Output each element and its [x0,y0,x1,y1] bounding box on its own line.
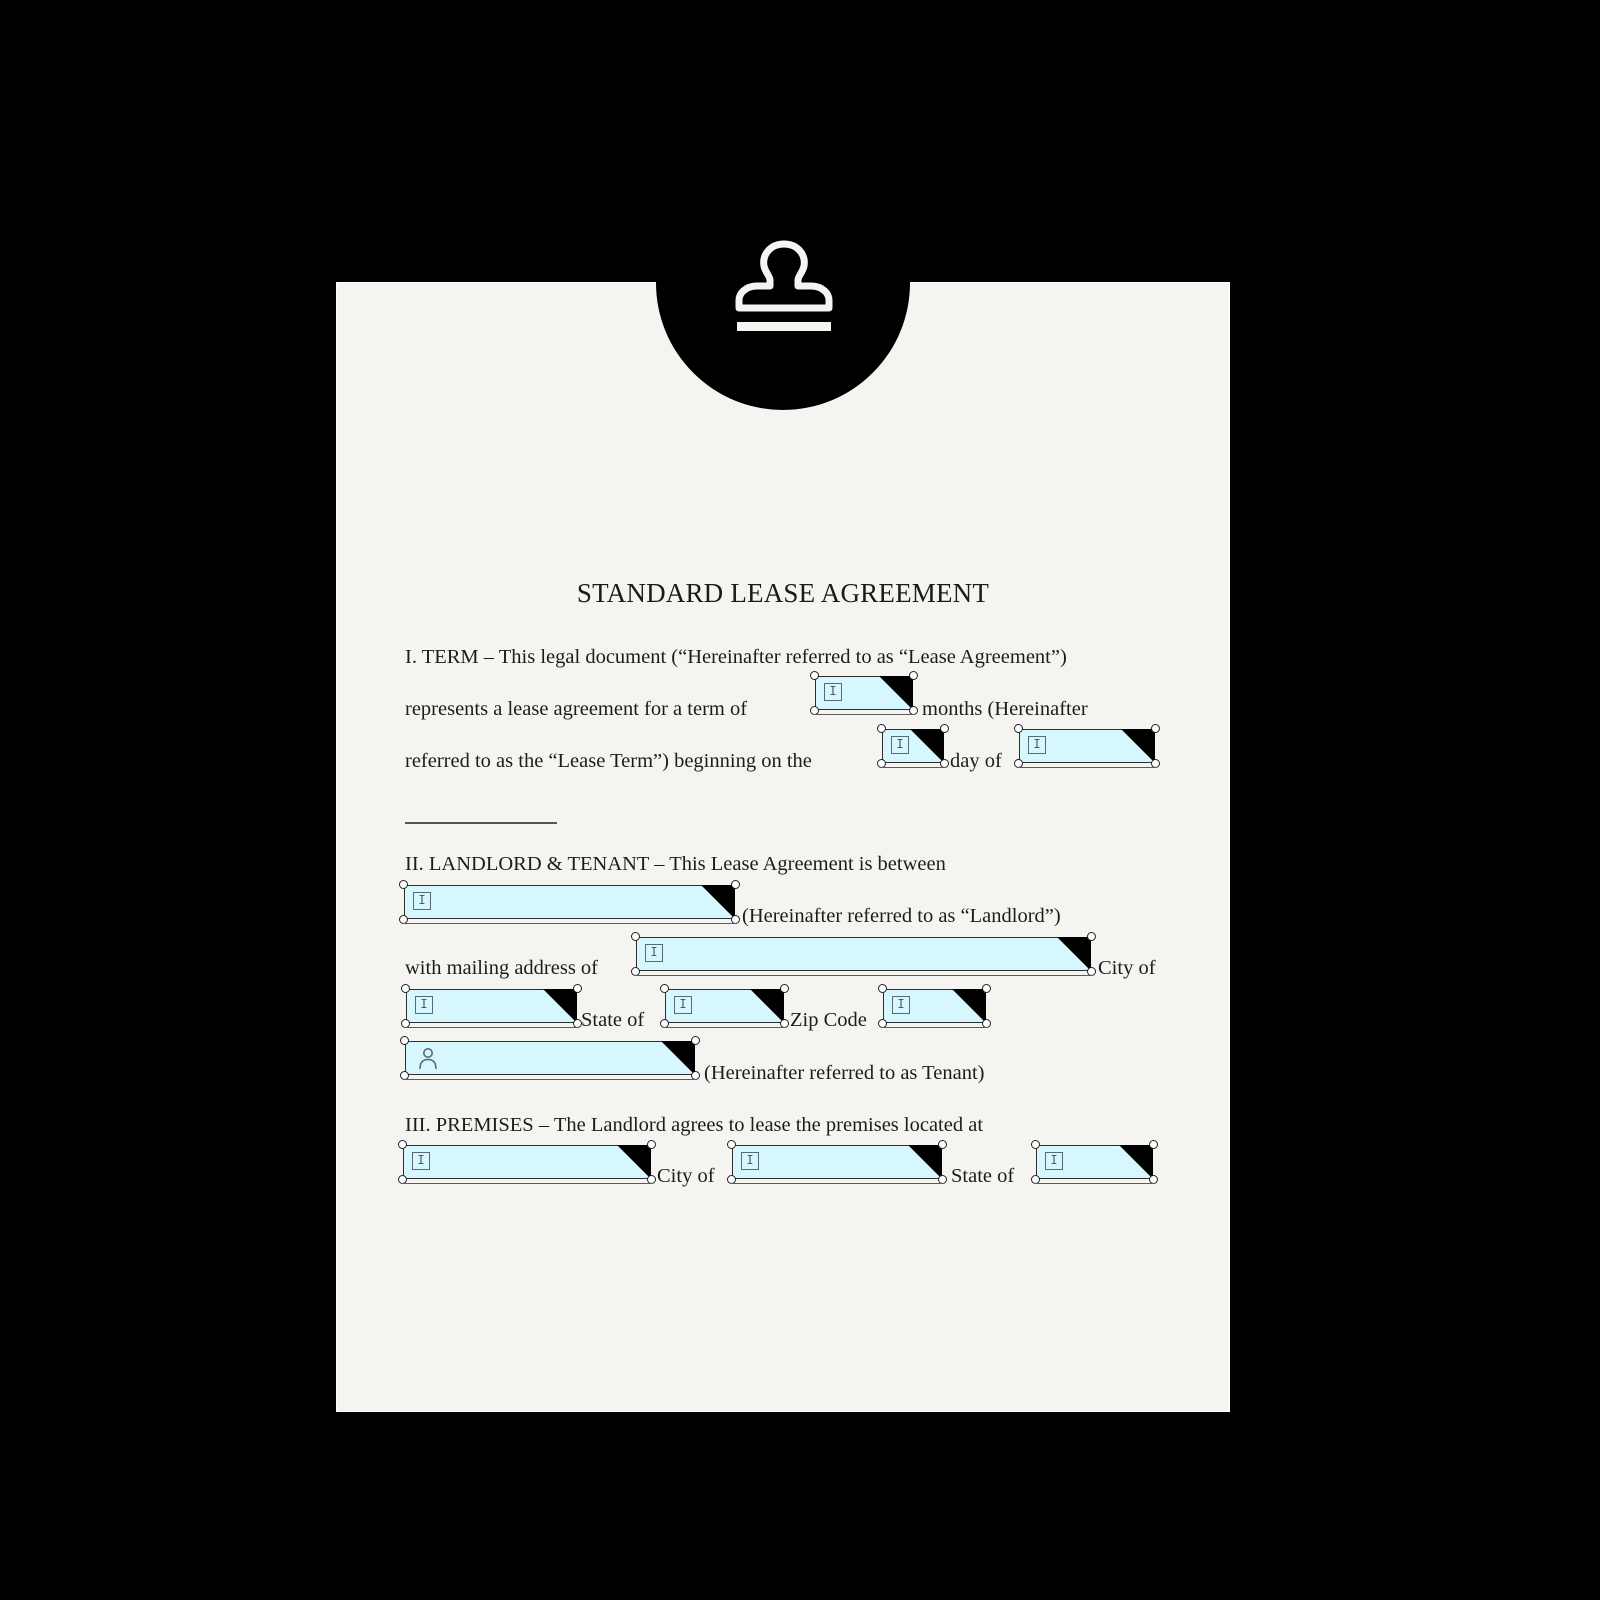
field-underline [401,1183,653,1185]
resize-handle[interactable] [398,1140,407,1149]
resize-handle[interactable] [573,984,582,993]
landlord-state-field[interactable] [665,989,784,1023]
start-month-field[interactable] [1019,729,1155,763]
tenant-line-post: (Hereinafter referred to as Tenant) [704,1062,985,1084]
resize-handle[interactable] [660,984,669,993]
term-line-1: I. TERM – This legal document (“Hereinafter referred to as “Lease Agreement”) [405,646,1067,668]
resize-handle[interactable] [1031,1140,1040,1149]
text-field-icon: I [892,996,910,1014]
field-corner-marker [701,885,735,919]
term-months-field[interactable] [815,676,913,710]
landlord-line-2-post: (Hereinafter referred to as “Landlord”) [742,905,1061,927]
landlord-line-3-pre: with mailing address of [405,957,599,979]
term-line-3-mid: day of [950,750,1002,772]
field-corner-marker [908,1145,942,1179]
resize-handle[interactable] [727,1140,736,1149]
resize-handle[interactable] [647,1140,656,1149]
resize-handle[interactable] [938,1140,947,1149]
resize-handle[interactable] [1151,724,1160,733]
resize-handle[interactable] [631,932,640,941]
field-corner-marker [750,989,784,1023]
tenant-name-field[interactable] [405,1041,695,1075]
field-corner-marker [910,729,944,763]
start-day-field[interactable] [882,729,944,763]
text-field-icon: I [413,892,431,910]
field-underline [813,714,915,716]
term-line-2-pre: represents a lease agreement for a term of [405,698,748,720]
landlord-address-field[interactable] [636,937,1091,971]
landlord-state-label: State of [581,1009,645,1031]
premises-state-label: State of [951,1165,1015,1187]
landlord-zip-label: Zip Code [790,1009,867,1031]
field-underline [730,1183,944,1185]
field-underline [1017,767,1157,769]
premises-address-field[interactable] [403,1145,651,1179]
resize-handle[interactable] [731,880,740,889]
premises-city-label: City of [657,1165,715,1187]
text-field-icon: I [412,1152,430,1170]
resize-handle[interactable] [877,724,886,733]
field-underline [403,1079,697,1081]
person-icon [418,1047,438,1071]
term-line-3-pre: referred to as the “Lease Term”) beginning on the [405,750,812,772]
field-underline [402,923,737,925]
premises-state-field[interactable] [1036,1145,1153,1179]
landlord-city-field[interactable] [406,989,577,1023]
field-corner-marker [1121,729,1155,763]
text-field-icon: I [645,944,663,962]
stamp-icon [735,236,833,334]
field-corner-marker [543,989,577,1023]
resize-handle[interactable] [878,984,887,993]
landlord-line-3-post: City of [1098,957,1156,979]
resize-handle[interactable] [1087,932,1096,941]
field-underline [634,975,1093,977]
field-underline [880,767,946,769]
premises-line-1: III. PREMISES – The Landlord agrees to lease the premises located at [405,1114,984,1136]
text-field-icon: I [1028,736,1046,754]
resize-handle[interactable] [1014,724,1023,733]
resize-handle[interactable] [400,1036,409,1045]
field-underline [1034,1183,1155,1185]
resize-handle[interactable] [982,984,991,993]
resize-handle[interactable] [1149,1140,1158,1149]
resize-handle[interactable] [810,671,819,680]
document-page [336,282,1230,1412]
field-corner-marker [1057,937,1091,971]
field-corner-marker [1119,1145,1153,1179]
resize-handle[interactable] [691,1036,700,1045]
text-field-icon: I [824,683,842,701]
field-corner-marker [661,1041,695,1075]
resize-handle[interactable] [780,984,789,993]
field-corner-marker [952,989,986,1023]
resize-handle[interactable] [401,984,410,993]
term-line-2-post: months (Hereinafter [922,698,1088,720]
landlord-line-1: II. LANDLORD & TENANT – This Lease Agreement is between [405,853,946,875]
field-underline [663,1027,786,1029]
field-underline [404,1027,579,1029]
resize-handle[interactable] [940,724,949,733]
field-corner-marker [879,676,913,710]
premises-city-field[interactable] [732,1145,942,1179]
text-field-icon: I [674,996,692,1014]
resize-handle[interactable] [399,880,408,889]
text-field-icon: I [1045,1152,1063,1170]
field-corner-marker [617,1145,651,1179]
resize-handle[interactable] [909,671,918,680]
document-title: STANDARD LEASE AGREEMENT [576,578,990,608]
landlord-zip-field[interactable] [883,989,986,1023]
text-field-icon: I [741,1152,759,1170]
text-field-icon: I [415,996,433,1014]
text-field-icon: I [891,736,909,754]
field-underline [881,1027,988,1029]
blank-line [405,822,557,824]
landlord-name-field[interactable] [404,885,735,919]
